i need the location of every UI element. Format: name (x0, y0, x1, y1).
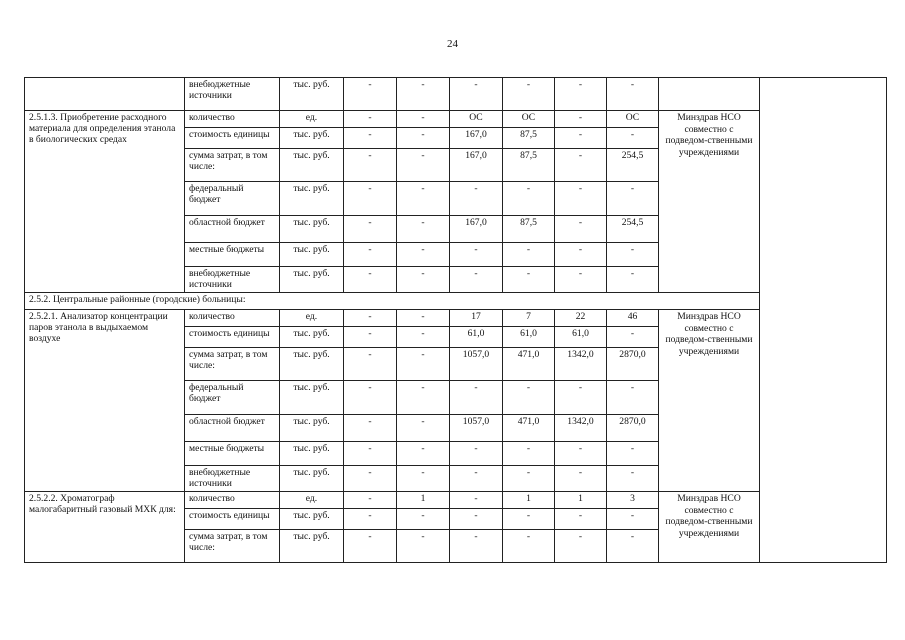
value-cell: - (555, 128, 607, 149)
value-cell: 254,5 (607, 216, 659, 243)
value-cell: - (397, 415, 450, 442)
unit-cell: тыс. руб. (280, 348, 344, 381)
indicator-cell: местные бюджеты (185, 243, 280, 267)
unit-cell: тыс. руб. (280, 216, 344, 243)
indicator-cell: федеральный бюджет (185, 182, 280, 216)
value-cell: - (555, 267, 607, 293)
value-cell: - (503, 530, 555, 563)
unit-cell: тыс. руб. (280, 530, 344, 563)
value-cell: 167,0 (450, 149, 503, 182)
value-cell: - (344, 381, 397, 415)
value-cell: 46 (607, 310, 659, 327)
indicator-cell: стоимость единицы (185, 509, 280, 530)
value-cell: - (555, 216, 607, 243)
value-cell: - (555, 149, 607, 182)
value-cell: - (607, 78, 659, 111)
value-cell: - (555, 111, 607, 128)
unit-cell: тыс. руб. (280, 466, 344, 492)
executor-cell: Минздрав НСО совместно с подведом-ственными учреждениями (659, 111, 760, 293)
value-cell: - (607, 128, 659, 149)
value-cell: - (397, 310, 450, 327)
value-cell: - (450, 243, 503, 267)
value-cell: - (397, 327, 450, 348)
value-cell: - (450, 509, 503, 530)
value-cell: - (607, 267, 659, 293)
unit-cell: ед. (280, 492, 344, 509)
value-cell: - (555, 530, 607, 563)
value-cell: - (607, 243, 659, 267)
indicator-cell: сумма затрат, в том числе: (185, 530, 280, 563)
value-cell: - (503, 182, 555, 216)
value-cell: - (607, 327, 659, 348)
indicator-cell: сумма затрат, в том числе: (185, 348, 280, 381)
section-header-row (25, 293, 887, 310)
value-cell: - (450, 381, 503, 415)
indicator-cell: сумма затрат, в том числе: (185, 149, 280, 182)
value-cell: - (397, 267, 450, 293)
value-cell: - (397, 216, 450, 243)
value-cell: - (503, 466, 555, 492)
value-cell: - (344, 182, 397, 216)
value-cell: - (555, 78, 607, 111)
value-cell: - (344, 466, 397, 492)
unit-cell: тыс. руб. (280, 182, 344, 216)
value-cell: - (397, 530, 450, 563)
indicator-cell: местные бюджеты (185, 442, 280, 466)
unit-cell: тыс. руб. (280, 128, 344, 149)
value-cell: - (397, 78, 450, 111)
indicator-cell: внебюджетные источники (185, 466, 280, 492)
value-cell: - (397, 111, 450, 128)
value-cell: - (450, 78, 503, 111)
value-cell: 1057,0 (450, 348, 503, 381)
value-cell: - (397, 128, 450, 149)
page-number: 24 (447, 38, 458, 50)
value-cell: 87,5 (503, 216, 555, 243)
value-cell: - (555, 182, 607, 216)
table-row (25, 310, 887, 327)
measure-title: 2.5.1.3. Приобретение расходного материала для определения этанола в биологических средах (25, 111, 185, 293)
indicator-cell: внебюджетные источники (185, 267, 280, 293)
value-cell: 61,0 (503, 327, 555, 348)
value-cell: - (344, 243, 397, 267)
value-cell: - (344, 509, 397, 530)
executor-cell: Минздрав НСО совместно с подведом-ственными учреждениями (659, 310, 760, 492)
unit-cell: тыс. руб. (280, 78, 344, 111)
value-cell: - (344, 149, 397, 182)
unit-cell: тыс. руб. (280, 509, 344, 530)
value-cell: - (397, 509, 450, 530)
value-cell: - (344, 530, 397, 563)
value-cell: - (503, 381, 555, 415)
value-cell: - (450, 442, 503, 466)
unit-cell: тыс. руб. (280, 442, 344, 466)
measure-title: 2.5.2.1. Анализатор концентрации паров этанола в выдыхаемом воздухе (25, 310, 185, 492)
value-cell: - (607, 466, 659, 492)
value-cell: 167,0 (450, 128, 503, 149)
value-cell: - (397, 442, 450, 466)
value-cell: - (503, 509, 555, 530)
executor-cell (659, 78, 760, 111)
value-cell: - (503, 243, 555, 267)
value-cell: - (344, 310, 397, 327)
value-cell: 471,0 (503, 415, 555, 442)
value-cell: - (344, 216, 397, 243)
value-cell: - (397, 182, 450, 216)
value-cell: - (450, 530, 503, 563)
unit-cell: тыс. руб. (280, 149, 344, 182)
program-table (24, 77, 887, 563)
value-cell: - (344, 111, 397, 128)
indicator-cell: количество (185, 310, 280, 327)
value-cell: - (344, 492, 397, 509)
value-cell: ОС (450, 111, 503, 128)
value-cell: - (344, 78, 397, 111)
table-row (25, 78, 887, 111)
indicator-cell: стоимость единицы (185, 128, 280, 149)
value-cell: 1 (397, 492, 450, 509)
value-cell: - (450, 182, 503, 216)
value-cell: 471,0 (503, 348, 555, 381)
table-row (25, 492, 887, 509)
value-cell: 2870,0 (607, 348, 659, 381)
table-row (25, 111, 887, 128)
value-cell: - (397, 149, 450, 182)
value-cell: 1342,0 (555, 415, 607, 442)
indicator-cell: стоимость единицы (185, 327, 280, 348)
value-cell: ОС (607, 111, 659, 128)
value-cell: - (450, 466, 503, 492)
indicator-cell: количество (185, 492, 280, 509)
value-cell: 17 (450, 310, 503, 327)
value-cell: - (607, 530, 659, 563)
measure-title (25, 78, 185, 111)
value-cell: - (503, 78, 555, 111)
value-cell: - (555, 509, 607, 530)
value-cell: 167,0 (450, 216, 503, 243)
value-cell: - (344, 442, 397, 466)
value-cell: 61,0 (555, 327, 607, 348)
value-cell: 2870,0 (607, 415, 659, 442)
unit-cell: ед. (280, 111, 344, 128)
value-cell: 7 (503, 310, 555, 327)
value-cell: 87,5 (503, 149, 555, 182)
value-cell: - (344, 348, 397, 381)
value-cell: - (607, 381, 659, 415)
unit-cell: тыс. руб. (280, 267, 344, 293)
notes-column (760, 78, 887, 563)
value-cell: 22 (555, 310, 607, 327)
indicator-cell: внебюджетные источники (185, 78, 280, 111)
indicator-cell: федеральный бюджет (185, 381, 280, 415)
value-cell: - (503, 267, 555, 293)
value-cell: 254,5 (607, 149, 659, 182)
value-cell: 87,5 (503, 128, 555, 149)
value-cell: - (607, 509, 659, 530)
value-cell: ОС (503, 111, 555, 128)
value-cell: - (397, 381, 450, 415)
executor-cell: Минздрав НСО совместно с подведом-ственными учреждениями (659, 492, 760, 563)
value-cell: - (555, 243, 607, 267)
value-cell: 61,0 (450, 327, 503, 348)
value-cell: 1342,0 (555, 348, 607, 381)
value-cell: 3 (607, 492, 659, 509)
value-cell: - (607, 182, 659, 216)
value-cell: - (450, 492, 503, 509)
unit-cell: тыс. руб. (280, 327, 344, 348)
indicator-cell: количество (185, 111, 280, 128)
value-cell: - (555, 442, 607, 466)
unit-cell: ед. (280, 310, 344, 327)
indicator-cell: областной бюджет (185, 216, 280, 243)
value-cell: 1 (503, 492, 555, 509)
unit-cell: тыс. руб. (280, 243, 344, 267)
section-header: 2.5.2. Центральные районные (городские) больницы: (25, 293, 760, 310)
value-cell: - (503, 442, 555, 466)
value-cell: - (397, 243, 450, 267)
value-cell: - (397, 466, 450, 492)
value-cell: - (397, 348, 450, 381)
value-cell: - (344, 327, 397, 348)
value-cell: - (555, 381, 607, 415)
unit-cell: тыс. руб. (280, 381, 344, 415)
value-cell: - (450, 267, 503, 293)
measure-title: 2.5.2.2. Хроматограф малогабаритный газовый МХК для: (25, 492, 185, 563)
value-cell: - (555, 466, 607, 492)
value-cell: - (344, 128, 397, 149)
value-cell: 1 (555, 492, 607, 509)
unit-cell: тыс. руб. (280, 415, 344, 442)
indicator-cell: областной бюджет (185, 415, 280, 442)
value-cell: - (607, 442, 659, 466)
value-cell: - (344, 267, 397, 293)
value-cell: 1057,0 (450, 415, 503, 442)
value-cell: - (344, 415, 397, 442)
